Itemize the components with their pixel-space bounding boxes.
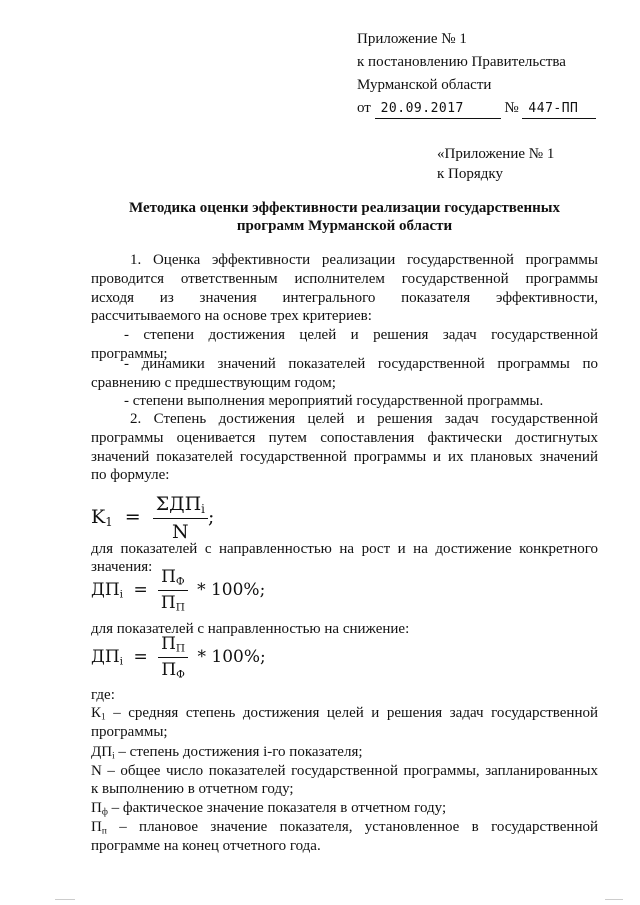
section1-line3: исходя из значения интегрального показателя эффективности, — [91, 290, 598, 306]
header-line-region: Мурманской области — [357, 77, 492, 93]
bullet1-line1: - степени достижения целей и решения задач государственной — [124, 327, 598, 343]
bullet1-line2: программы; — [91, 346, 168, 362]
scan-edge-right — [605, 899, 623, 900]
resolution-number: 447-ПП — [522, 100, 596, 119]
formula2-lhs: $ДП_i$ — [91, 579, 124, 601]
sub-header-appendix: «Приложение № 1 — [437, 146, 555, 162]
document-title-line2: программ Мурманской области — [236, 218, 453, 234]
def-k1-line2: программы; — [91, 724, 168, 740]
def-dp-symbol: $ДП_i$ — [91, 744, 115, 762]
bullet2-line1: - динамики значений показателей государственной программы по — [124, 356, 598, 372]
where-label: где: — [91, 687, 115, 703]
formula2-numerator: $П_Ф$ — [158, 567, 188, 591]
formula-k1 — [91, 493, 214, 543]
header-date-number — [357, 99, 596, 119]
formula3-tail: * 100%; — [197, 646, 266, 667]
def-k1-text: – средняя степень достижения целей и решения задач государственной — [113, 705, 598, 721]
formula1-numerator: $\Sigma ДП_i$ — [153, 493, 208, 519]
section2-line2: программы оценивается путем сопоставления фактически достигнутых — [91, 430, 598, 446]
def-pf-symbol: $П_ф$ — [91, 800, 108, 818]
formula3-lhs: $ДП_i$ — [91, 646, 124, 668]
formula1-lhs: $K_1$ — [91, 505, 113, 529]
resolution-date: 20.09.2017 — [375, 100, 501, 119]
growth-text-line2: значения: — [91, 559, 153, 575]
section1-line1: 1. Оценка эффективности реализации государственной программы — [130, 252, 598, 268]
def-pf-text: – фактическое значение показателя в отчетном году; — [111, 800, 447, 816]
formula3-equals: = — [133, 646, 148, 667]
formula2-fraction — [158, 567, 188, 613]
header-line-resolution: к постановлению Правительства — [357, 54, 566, 70]
def-n-line1: N – общее число показателей государственной программы, запланированных — [91, 763, 598, 779]
formula3-fraction — [158, 634, 188, 680]
document-title-line1: Методика оценки эффективности реализации государственных — [129, 200, 560, 216]
formula1-denominator: N — [172, 520, 189, 543]
formula3-denominator: $П_Ф$ — [161, 659, 185, 681]
formula2-tail: * 100%; — [197, 579, 266, 600]
formula2-denominator: $П_П$ — [160, 592, 185, 614]
formula1-tail: ; — [207, 505, 215, 528]
number-label: № — [504, 100, 519, 116]
formula3-numerator: $П_П$ — [158, 634, 188, 658]
def-pp-line2: программе на конец отчетного года. — [91, 838, 321, 854]
section1-line4: рассчитываемого на основе трех критериев: — [91, 308, 372, 324]
section2-line1: 2. Степень достижения целей и решения задач государственной — [130, 411, 598, 427]
def-pp-symbol: $П_п$ — [91, 819, 107, 837]
def-pp-text: – плановое значение показателя, установленное в государственной — [119, 819, 598, 835]
formula1-equals: = — [124, 505, 141, 528]
header-line-appendix: Приложение № 1 — [357, 31, 467, 47]
decrease-text: для показателей с направленностью на снижение: — [91, 621, 410, 637]
def-n-line2: к выполнению в отчетном году; — [91, 781, 294, 797]
formula-dp-growth — [91, 567, 265, 613]
def-dp-text: – степень достижения i-го показателя; — [118, 744, 363, 760]
section1-line2: проводится ответственным исполнителем государственной программы — [91, 271, 598, 287]
bullet3: - степени выполнения мероприятий государственной программы. — [124, 393, 544, 409]
growth-text-line1: для показателей с направленностью на рост и на достижение конкретного — [91, 541, 598, 557]
formula2-equals: = — [133, 579, 148, 600]
bullet2-line2: сравнению с предшествующим годом; — [91, 375, 336, 391]
formula1-fraction — [153, 493, 208, 543]
from-label: от — [357, 100, 371, 116]
scan-edge-left — [55, 899, 75, 900]
section2-line4: по формуле: — [91, 467, 170, 483]
sub-header-order: к Порядку — [437, 166, 503, 182]
section2-line3: значений показателей государственной программы и их плановых значений — [91, 449, 598, 465]
formula-dp-decrease — [91, 634, 266, 680]
def-k1-symbol: $К_1$ — [91, 705, 106, 723]
